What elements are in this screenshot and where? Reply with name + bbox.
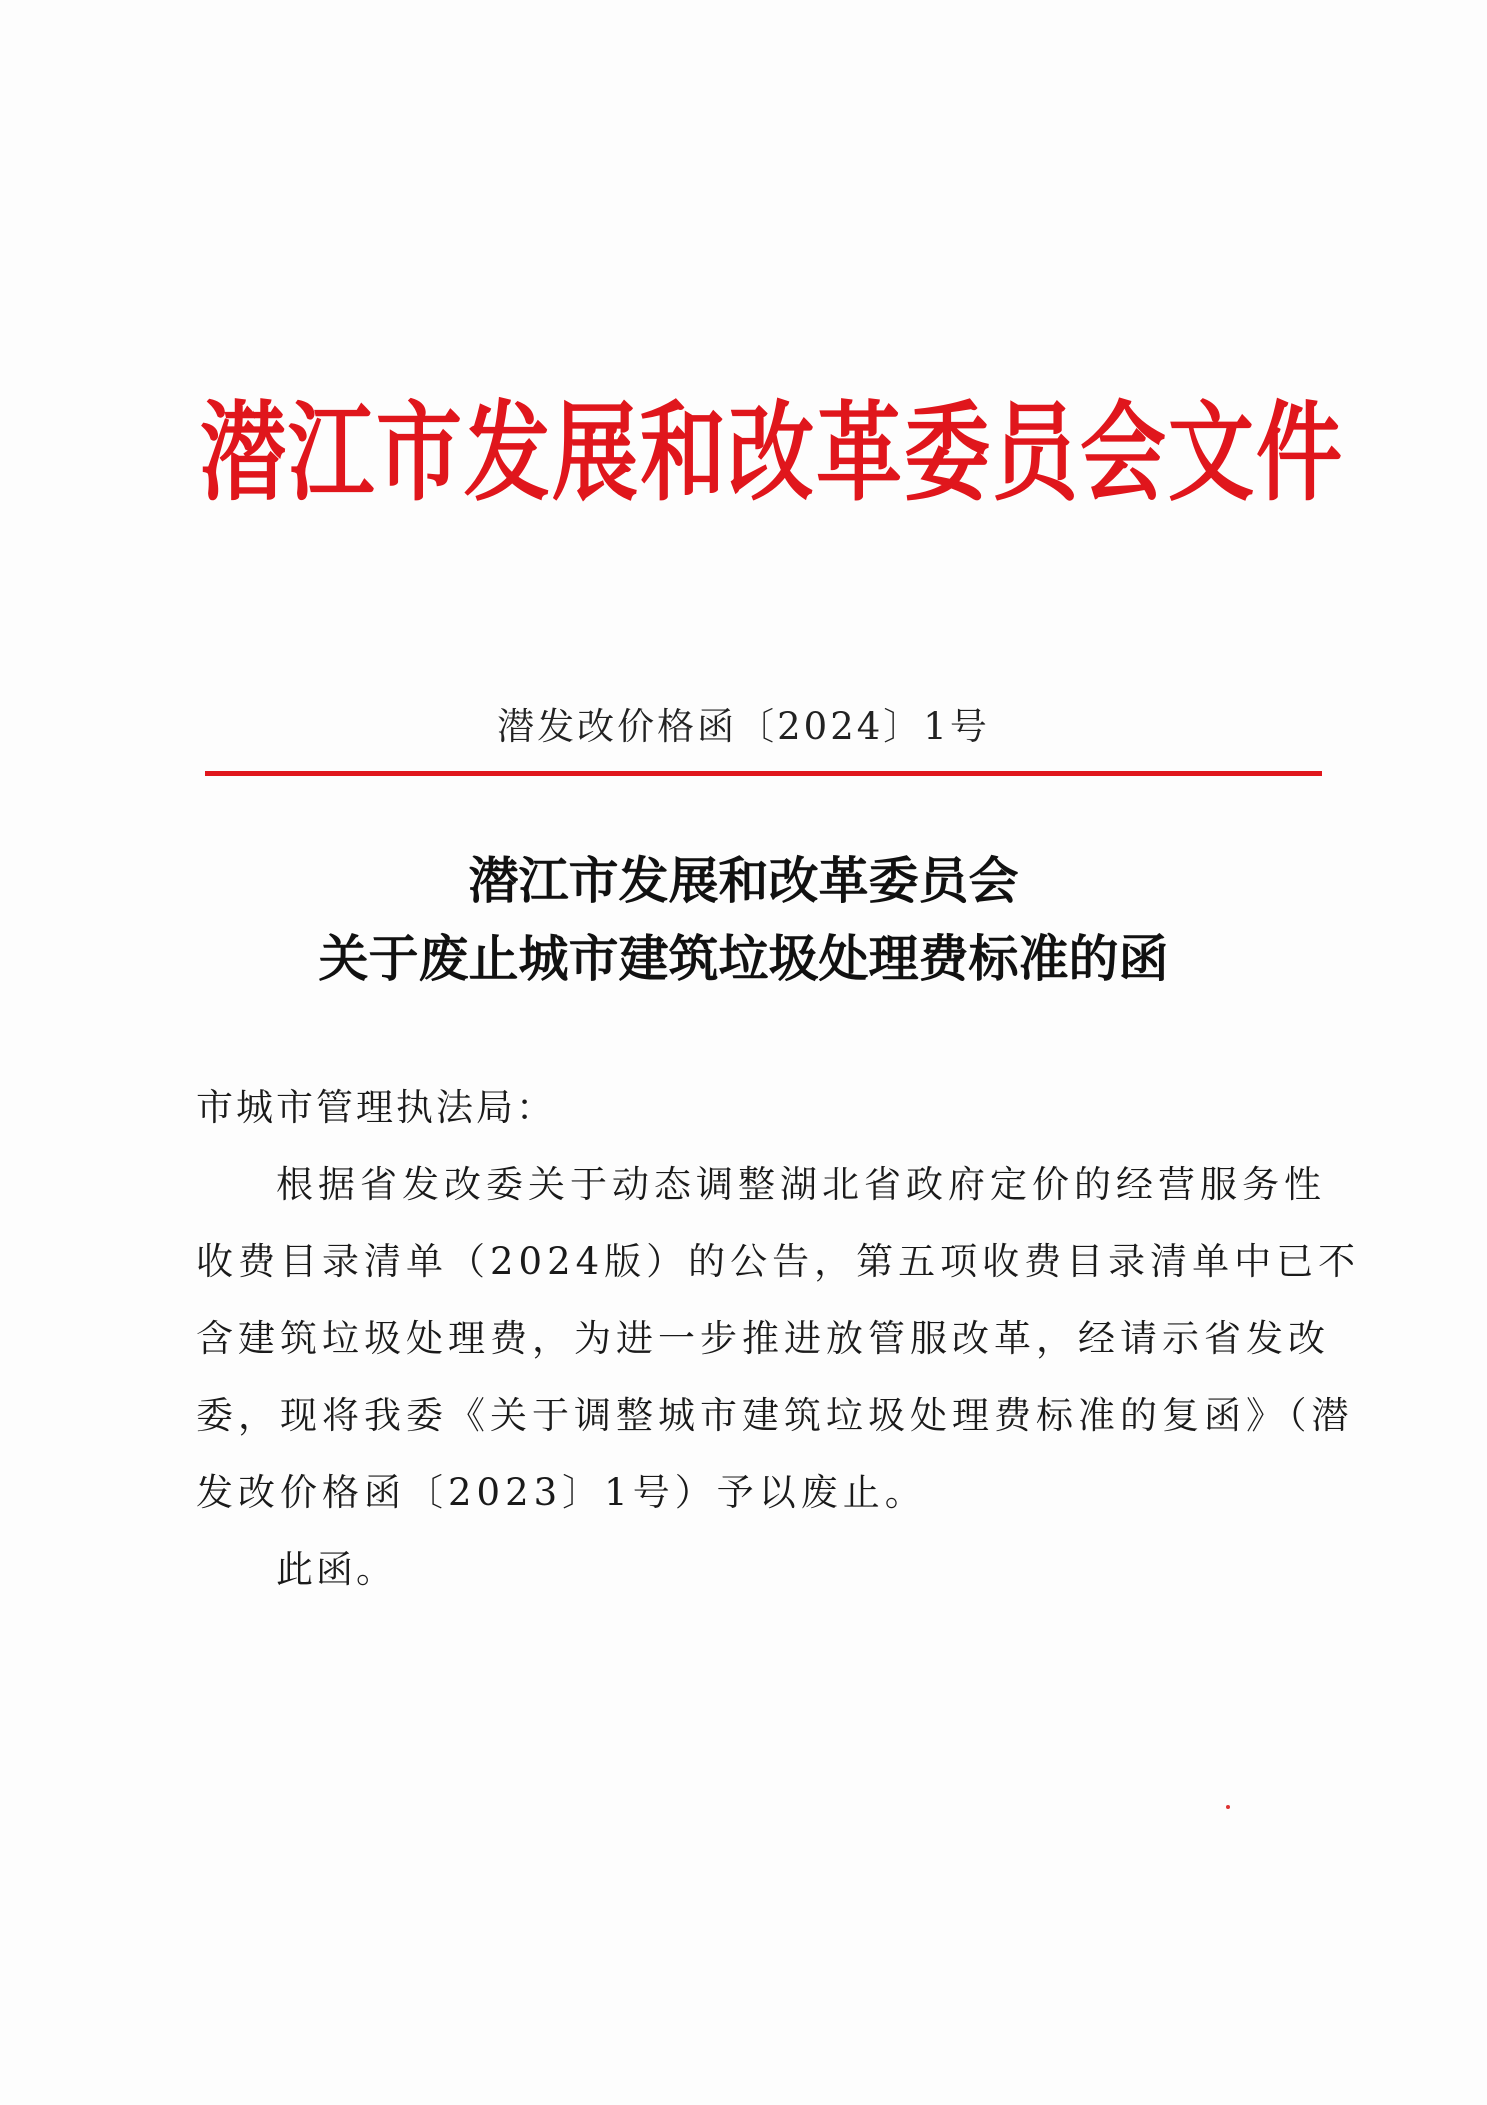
paragraph-line: 根据省发改委关于动态调整湖北省政府定价的经营服务性 [276,1163,1326,1206]
paragraph-line: 收费目录清单（2024版）的公告，第五项收费目录清单中已不 [196,1240,1361,1283]
red-divider-line [205,771,1322,776]
masthead-title: 潜江市发展和改革委员会文件 [200,390,1344,517]
letter-title-line-1: 潜江市发展和改革委员会 [468,851,1019,910]
scan-speck [1226,1805,1230,1809]
paragraph-line: 发改价格函〔2023〕1号）予以废止。 [196,1471,927,1514]
closing-remark: 此函。 [276,1548,396,1591]
paragraph-line: 含建筑垃圾处理费，为进一步推进放管服改革，经请示省发改 [196,1317,1330,1360]
addressee: 市城市管理执法局： [196,1086,556,1129]
letter-title-line-2: 关于废止城市建筑垃圾处理费标准的函 [318,929,1169,988]
paragraph-line: 委，现将我委《关于调整城市建筑垃圾处理费标准的复函》（潜 [196,1394,1354,1437]
document-number: 潜发改价格函〔2024〕1号 [497,705,990,748]
